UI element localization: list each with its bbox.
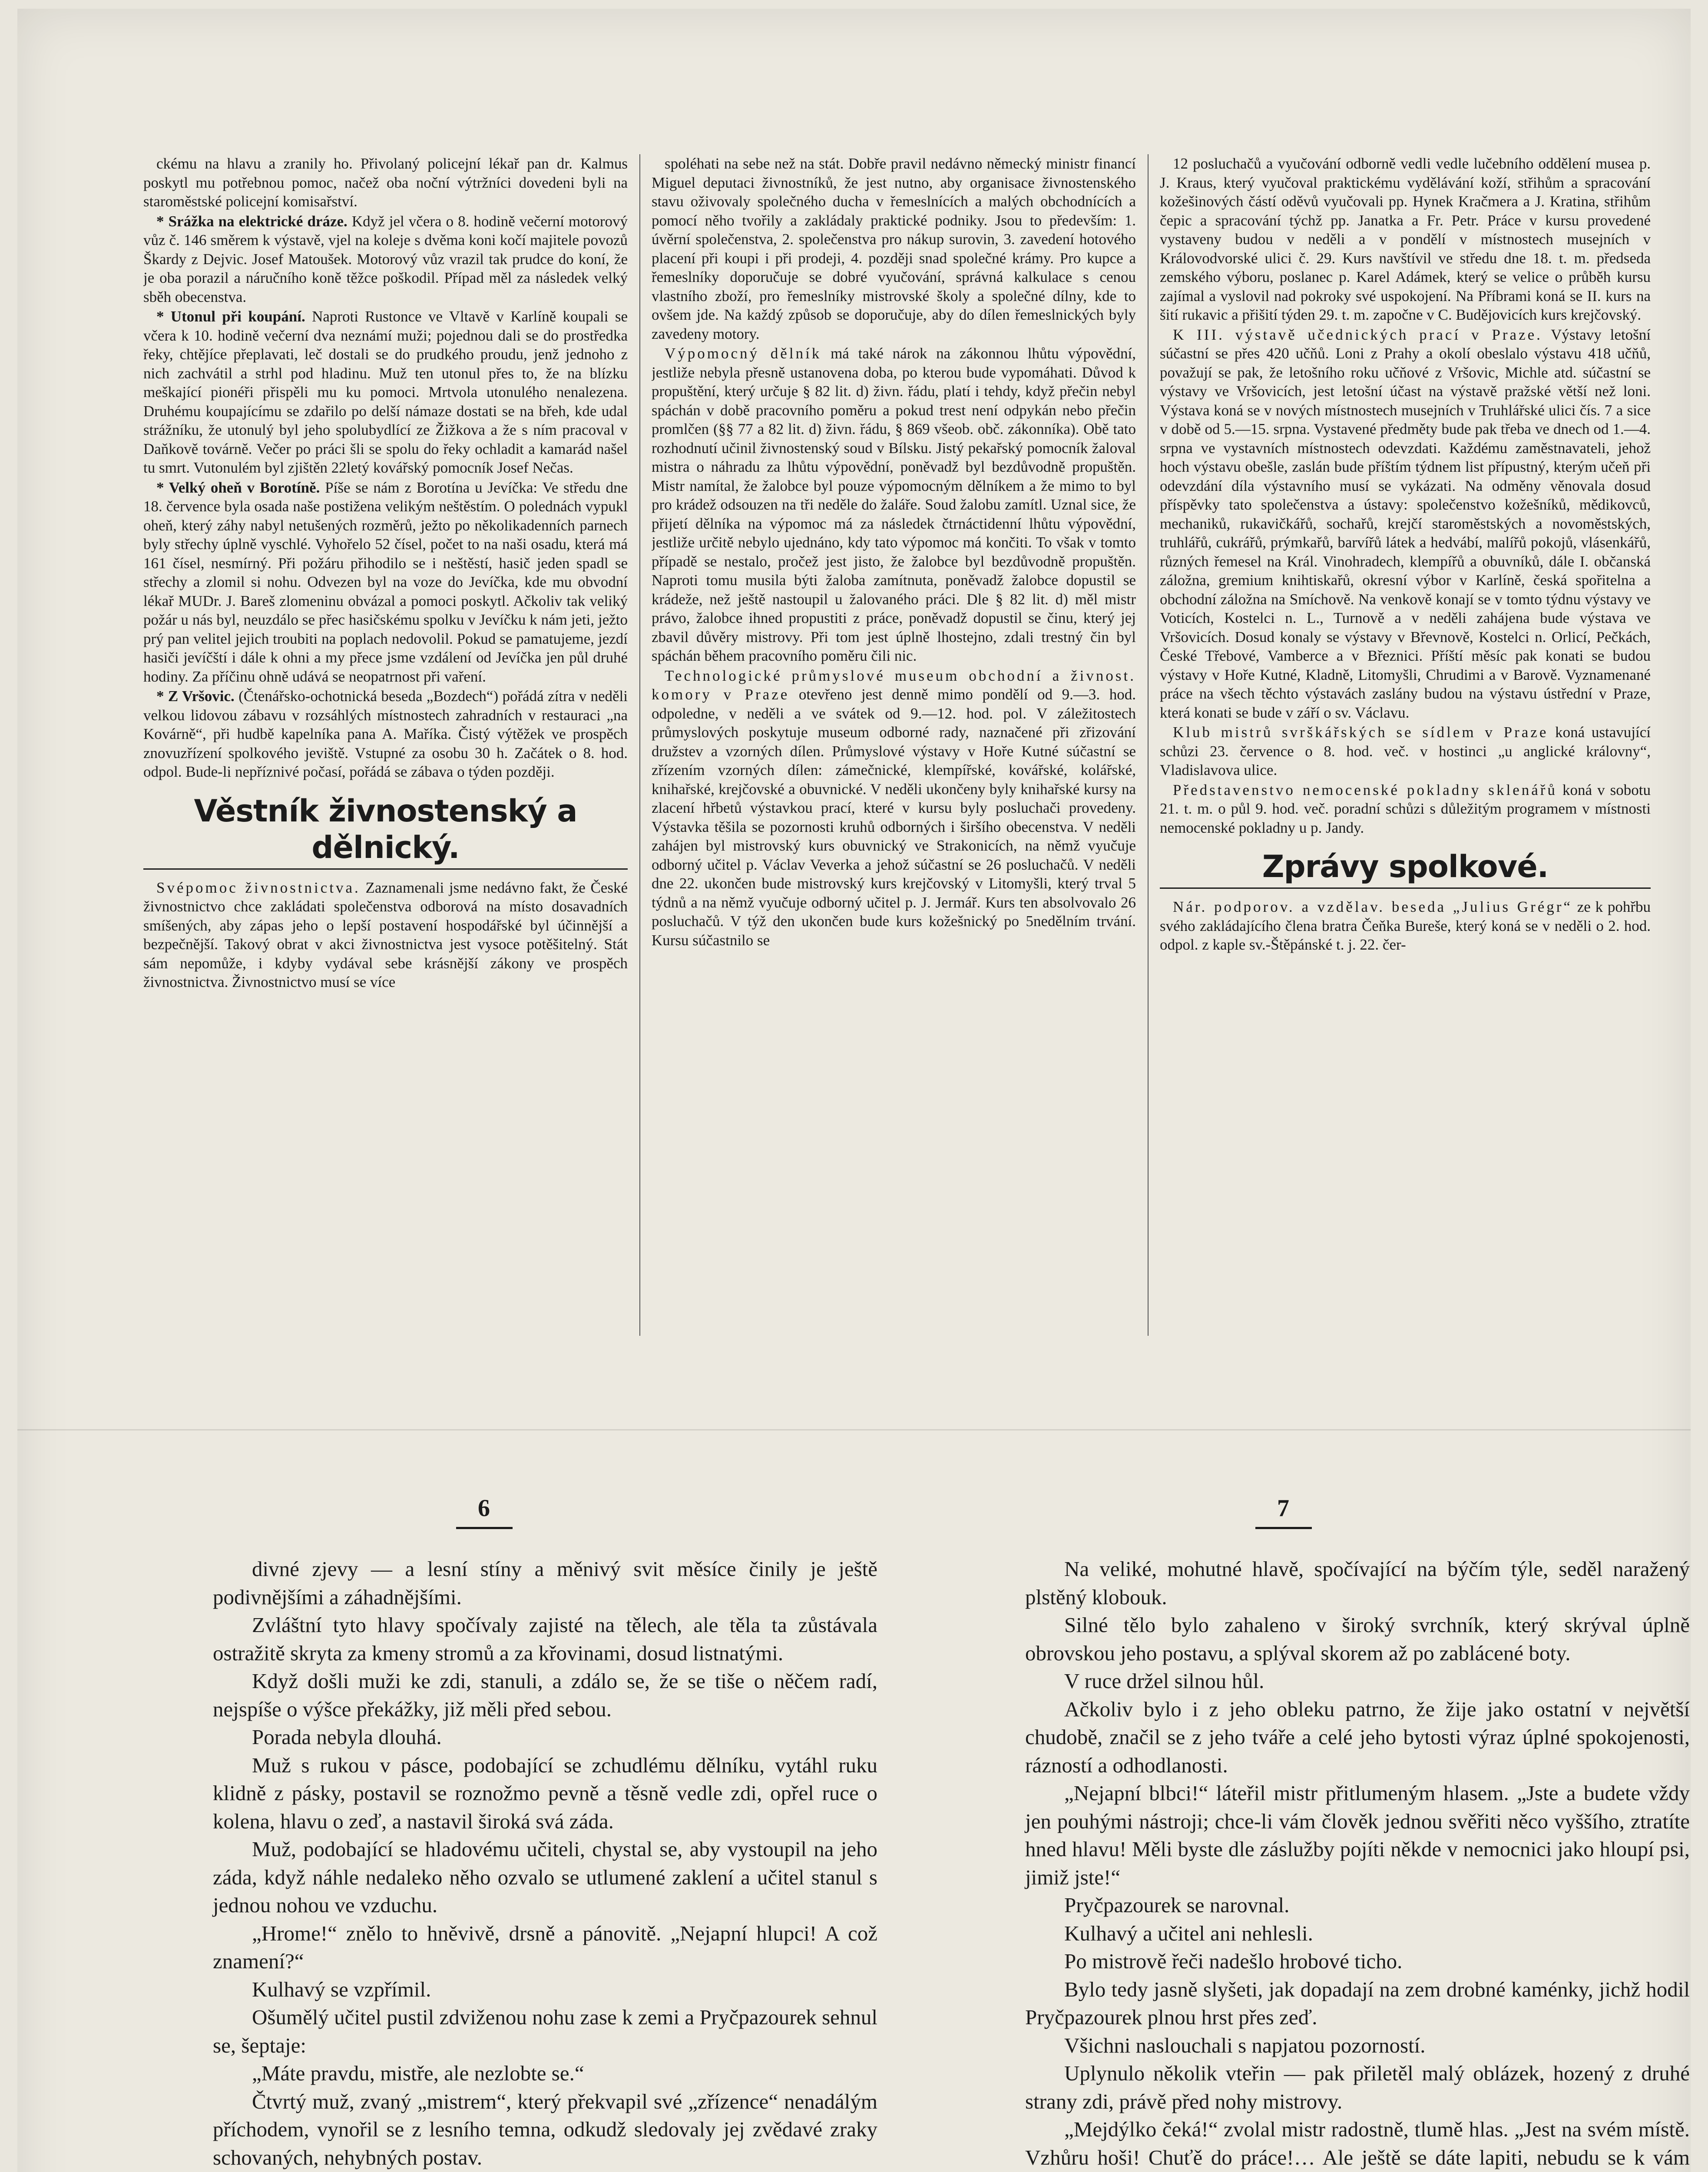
- news-paragraph: [143, 307, 628, 477]
- news-column-2: [652, 154, 1136, 1336]
- novel-paragraph: Když došli muži ke zdi, stanuli, a zdálo se, že se tiše o něčem radí, nejspíše o výšce překážky, již měli před sebou.: [213, 1669, 877, 1721]
- news-item-heading: Klub mistrů svrškářských se sídlem v Praze: [1173, 724, 1549, 741]
- news-column-3: [1160, 154, 1651, 1336]
- news-paragraph: [143, 212, 628, 307]
- page-number-rule: [456, 1527, 513, 1529]
- novel-paragraph: „Hrome!“ znělo to hněvivě, drsně a pánovitě. „Nejapní hlupci! A což znamení?“: [213, 1921, 877, 1973]
- news-item-text: koná ustavující schůzi 23. července o 8. hod. več. v hostinci „u anglické královny“, Vladislavova ulice.: [1160, 724, 1651, 778]
- news-item-heading: K III. výstavě učednických prací v Praze.: [1173, 326, 1542, 343]
- page-fold-line: [17, 1429, 1691, 1430]
- novel-paragraph: „Mejdýlko čeká!“ zvolal mistr radostně, tlumě hlas. „Jest na svém místě. Vzhůru hoši! Chuťě do práce!… Ale ještě se dáte lapiti, nebudu se k vám: [1025, 2117, 1690, 2169]
- upper-news-page: [143, 154, 1651, 1336]
- page-number-left: 6: [478, 1495, 490, 1522]
- news-item-text: Naproti Rustonce ve Vltavě v Karlíně koupali se včera k 10. hodině večerní dva neznámí muži; pojednou dali se do prostředka řeky, chtějíce přeplavati, leč dostali se do prudkého proudu, jenž jednoho z nich zachvátil a strhl pod hladinu. Muž ten utonul přes to, že na blízku meškající pionéři přispěli mu ku pomoci. Mrtvola utonulého nenalezena. Druhému koupajícímu se zdařilo po delší námaze dostati se na břeh, kde udal strážníku, že utonulý byl jeho spolubydlící ze Žižkova a že s ním pracoval v Daňkově továrně. Večer po práci šli se spolu do řeky ochladit a kamarád našel tu smrt. Vutonulém byl zjištěn 22letý kovářský pomocník Josef Nečas.: [143, 308, 628, 476]
- novel-paragraph: Uplynulo několik vteřin — pak přiletěl malý oblázek, hozený z druhé strany zdi, právě před nohy mistrovy.: [1025, 2061, 1690, 2113]
- newspaper-sheet: [17, 9, 1691, 2172]
- news-paragraph: [652, 154, 1136, 343]
- news-paragraph: [652, 344, 1136, 666]
- news-item-heading: Technologické průmyslové museum obchodní a živnost. komory v Praze: [652, 667, 1136, 703]
- news-item-text: spoléhati na sebe než na stát. Dobře pravil nedávno německý ministr financí Miguel deputaci živnostníků, že jest nutno, aby organisace živnostenského stavu oživovaly společného ducha v řemeslnících a malých obchodnících a pomocí něho tvořily a zakládaly praktické podniky. Jsou to především: 1. úvěrní společenstva, 2. společenstva pro nákup surovin, 3. zavedení hotového placení při koupi i při prodeji, 4. později snad společné krámy. Pro kupce a řemeslníky doporučuje se dobré vyučování, správná kalkulace s cenou vlastního zboží, pro řemeslníky mistrovské školy a společné dílny, kde to ovšem jde. Na každý způsob se doporučuje, aby do dílen řemeslnických byly zavedeny motory.: [652, 155, 1136, 342]
- news-item-text: ckému na hlavu a zranily ho. Přivolaný policejní lékař pan dr. Kalmus poskytl mu potřebnou pomoc, načež oba noční výtržníci dovedeni byli na staroměstské policejní komisařství.: [143, 155, 628, 210]
- news-paragraph: [143, 154, 628, 211]
- news-item-heading: * Velký oheň v Borotíně.: [156, 479, 320, 496]
- news-item-text: otevřeno jest denně mimo pondělí od 9.—3. hod. odpoledne, v neděli a ve svátek od 9.—12. hod. pol. V záležitostech průmyslových poskytuje museum odborné rady, naznačené při zřizování družstev a vzorných dílen. Průmyslové výstavy v Hoře Kutné súčastní se zřízením vzorných dílen: zámečnické, klempířské, kovářské, kolářské, knihařské, krejčovské a obuvnické. V neděli ukončeny byly knihařské kursy na zlacení hřbetů výstavkou prací, které v kursu byly posluchači provedeny. Výstavka těšila se pozornosti kruhů odborných i širšího obecenstva. V neděli zahájen byl mistrovský kurs obuvnický ve Strakonicích, na němž vyučuje odborný učitel p. Václav Veverka a jehož súčastní se 26 posluchačů. V neděli dne 22. ukončen bude mistrovský kurs krejčovský v Litomyšli, který trval 5 týdnů a na němž vyučuje odborný učitel p. J. Jermář. Kurs ten absolvovalo 26 posluchačů. V týž den ukončen bude kurs kožešnický po 5nedělním trvání. Kursu súčastnilo se: [652, 686, 1136, 949]
- news-item-heading: Představenstvo nemocenské pokladny sklenářů: [1173, 781, 1557, 798]
- novel-paragraph: Kulhavý se vzpřímil.: [252, 1977, 431, 2001]
- section-heading: Zprávy spolkové.: [1160, 848, 1651, 889]
- column-divider: [1148, 154, 1149, 1336]
- news-item-text: má také nárok na zákonnou lhůtu výpovědní, jestliže nebyla přesně ustanovena doba, po kterou bude vypomáhati. Důvod k propuštění, který určuje § 82 lit. d) živn. řádu, platí i tehdy, když přečin nebyl spáchán v době pracovního poměru a pokud trest není odpykán nebo přečin promlčen (§§ 77 a 82 lit. d) živn. řádu, § 869 všeob. obč. zákonníka). Obě tato rozhodnutí učinil živnostenský soud v Bílsku. Jistý pekařský pomocník žaloval mistra o náhradu za lhůtu výpovědní, poněvadž byl bezdůvodně propuštěn. Mistr namítal, že žalobce byl pouze výpomocným dělníkem a že mimo to byl pro krádež odsouzen na tři neděle do žaláře. Soud žalobu zamítl. Uznal sice, že přijetí dělníka na výpomoc má za následek čtrnáctidenní lhůtu výpovědní, jestliže určitě nebylo ujednáno, kdy tato výpomoc má končiti. To však v tomto případě se nestalo, pročež jest jisto, že žalobce byl bezdůvodně propuštěn. Naproti tomu musila býti žaloba zamítnuta, poněvadž žalobce dopustil se krádeže, než ještě nastoupil u žalovaného práci. Dle § 82 lit. d) měl mistr právo, žalobce ihned propustiti z práce, poněvadž dopustil se činu, který jej zbavil důvěry mistrovy. Při tom jest úplně lhostejno, zdali trestný čin byl spáchán během pracovního poměru čili nic.: [652, 345, 1136, 664]
- news-item-heading: Nár. podporov. a vzdělav. beseda „Julius Grégr“: [1173, 898, 1572, 915]
- news-item-text: Výstavy letošní súčastní se přes 420 učňů. Loni z Prahy a okolí obeslalo výstavu 418 učňů, považují se pak, že letošního roku učňové z Vršovic, Michle atd. súčastní se výstavy ve Vršovicích, jest letošní účast na výstavě pražské větší než loni. Výstava koná se v nových místnostech musejních v Truhlářské ulici čís. 7 a sice v době od 5.—15. srpna. Vystavené předměty bude pak třeba ve dnech od 1.—4. srpna ve vystavních místnostech odevzdati. Každému zaměstnavateli, jehož hoch výstavu obešle, zaslán bude příštím týdnem list přípustný, kterým učeň při odevzdání díla výstavního musí se vykázati. Na odměny věnovala dosud příspěvky tato společenstva a ústavy: společenstvo kožešníků, mědikovců, mechaniků, rukavičkářů, sochařů, krejčí staroměstských a novoměstských, truhlářů, cukrářů, prýmkařů, barvířů látek a hedvábí, malířů pokojů, vlásenkářů, různých řemesel na Král. Vinohradech, klempířů a obuvníků, dále I. občanská záložna, gremium knihtiskařů, okresní výbor v Karlíně, česká spořitelna a obchodní záložna na Smíchově. Na venkově konají se v tomto týdnu výstavy ve Voticích, Kostelci n. L., Turnově a v neděli zahájena bude výstava ve Vršovicích. Dosud konaly se výstavy v Břevnově, Kostelci n. Orlicí, Pečkách, České Třebové, Vamberce a v Březnici. Příští měsíc pak konati se budou výstavy v Hoře Kutné, Kladně, Litomyšli, Chrudimi a v Barově. Vyznamenané práce na všech těchto výstavách zaslány budou na výstavu ústřední v Praze, která konati se bude v září o sv. Václavu.: [1160, 326, 1651, 721]
- novel-paragraph: Muž s rukou v pásce, podobající se zchudlému dělníku, vytáhl ruku klidně z pásky, postavil se roznožmo pevně a těsně vedle zdi, opřel ruce o kolena, hlavu o zeď, a nastavil široká svá záda.: [213, 1753, 877, 1833]
- news-paragraph: [143, 687, 628, 781]
- novel-paragraph: Bylo tedy jasně slyšeti, jak dopadají na zem drobné kaménky, jichž hodil Pryčpazourek plnou hrst přes zeď.: [1025, 1977, 1690, 2029]
- column-divider: [639, 154, 640, 1336]
- novel-paragraph: Na veliké, mohutné hlavě, spočívající na býčím týle, seděl naražený plstěný klobouk.: [1025, 1557, 1690, 1609]
- novel-paragraph: Muž, podobající se hladovému učiteli, chystal se, aby vystoupil na jeho záda, když náhle nedaleko něho ozvalo se utlumené zaklení a učitel stanul s jednou nohou ve vzduchu.: [213, 1837, 877, 1917]
- novel-paragraph: „Nejapní blbci!“ láteřil mistr přitlumeným hlasem. „Jste a budete vždy jen pouhými nástroji; chce-li vám člověk jednou svěřiti něco vyššího, ztratíte hned hlavu! Měli byste dle záslužby pojíti někde v nemocnici jako hloupí psi, jimiž jste!“: [1025, 1781, 1690, 1889]
- news-paragraph: [1160, 723, 1651, 780]
- news-item-heading: Výpomocný dělník: [665, 345, 822, 362]
- news-paragraph: [143, 878, 628, 992]
- news-item-text: koná v sobotu 21. t. m. o půl 9. hod. več. poradní schůzi s důležitým programem v místnosti nemocenské pokladny u p. Jandy.: [1160, 781, 1651, 836]
- novel-paragraph: Po mistrově řeči nadešlo hrobové ticho.: [1064, 1949, 1403, 1973]
- news-paragraph: [1160, 897, 1651, 954]
- news-item-heading: Svépomoc živnostnictva.: [156, 879, 361, 896]
- news-item-heading: * Utonul při koupání.: [156, 308, 305, 325]
- news-column-1: [143, 154, 628, 1336]
- news-item-text: Když jel včera o 8. hodině večerní motorový vůz č. 146 směrem k výstavě, vjel na koleje s dvěma koni kočí majitele povozů Škardy z Dejvic. Josef Matoušek. Motorový vůz vrazil tak prudce do koní, že je oba porazil a náručního koně těžce poškodil. Případ měl za následek velký sběh obecenstva.: [143, 212, 628, 305]
- news-paragraph: [143, 478, 628, 686]
- news-paragraph: [1160, 781, 1651, 838]
- news-item-heading: * Srážka na elektrické dráze.: [156, 212, 348, 230]
- section-heading: Věstník živnostenský a dělnický.: [143, 793, 628, 870]
- novel-paragraph: „Máte pravdu, mistře, ale nezlobte se.“: [252, 2061, 584, 2085]
- news-item-text: 12 posluchačů a vyučování odborně vedli vedle lučebního oddělení musea p. J. Kraus, který vyučoval praktickému vydělávání koží, střihům a spracování kožešinových částí oděvů vyučovali pp. Hynek Kračmera a J. Kratina, střihům čepic a spracování týchž pp. Janatka a Fr. Petr. Práce v kursu provedené vystaveny budou v neděli a v pondělí v místnostech musejních v Královodvorské ulici č. 29. Kurs navštívil ve středu dne 18. t. m. předseda zemského výboru, poslanec p. Karel Adámek, který se velice o průběh kursu zajímal a vyslovil nad pokroky své uspokojení. Na Příbrami koná se II. kurs na šití rukavic a přišití týden 29. t. m. započne v C. Budějovicích kurs krejčovský.: [1160, 155, 1651, 323]
- news-paragraph: [1160, 325, 1651, 722]
- page-number-rule: [1255, 1527, 1312, 1529]
- novel-page-left: [213, 1555, 877, 2172]
- novel-paragraph: Ačkoliv bylo i z jeho obleku patrno, že žije jako ostatní v největší chudobě, značil se z jeho tváře a celé jeho bytosti výraz úplné spokojenosti, rázností a odhodlanosti.: [1025, 1697, 1690, 1777]
- page-number-right: 7: [1277, 1495, 1289, 1522]
- news-item-text: Píše se nám z Borotína u Jevíčka: Ve středu dne 18. července byla osada naše postižena velikým neštěstím. O polednách vypukl oheň, který záhy nabyl netušených rozměrů, ježto po několikadenních parnech byly střechy úplně vyschlé. Vyhořelo 52 čísel, počet to na naši osadu, která má 161 čísel, nesmírný. Při požáru přihodilo se i neštěstí, hasič jeden spadl se střechy a zlomil si nohu. Odvezen byl na voze do Jevíčka, kde mu obvodní lékař MUDr. J. Bareš zlomeninu obvázal a pomoci poskytl. Ačkoliv tak veliký požár u nás byl, neuzdálo se přec hasičskému spolku v Jevíčku k nám jeti, ježto prý pan velitel jejich troubiti na poplach nedovolil. Pokud se pamatujeme, jezdí hasiči jevíčští i dále k ohni a my přece jsme vzdálení od Jevíčka jen půl druhé hodiny. Za příčinu ohně udává se neopatrnost při vaření.: [143, 479, 628, 685]
- novel-paragraph: Silné tělo bylo zahaleno v široký svrchník, který skrýval úplně obrovskou jeho postavu, a splýval skorem až po zablácené boty.: [1025, 1613, 1690, 1665]
- novel-paragraph: Pryčpazourek se narovnal.: [1064, 1893, 1290, 1917]
- novel-paragraph: Porada nebyla dlouhá.: [252, 1725, 442, 1749]
- news-paragraph: [652, 666, 1136, 950]
- news-item-text: Zaznamenali jsme nedávno fakt, že České živnostnictvo chce zakládati společenstva odborová na místo dosavadních smíšených, aby zápas jeho o lepší postavení hospodářské byl účinnější a bezpečnější. Takový obrat v akci živnostnictva jest vysoce potěšitelný. Stát sám nepomůže, i kdyby vydával sebe krásnější zákony ve prospěch živnostnictva. Živnostnictvo musí se více: [143, 879, 628, 990]
- novel-page-right: [1025, 1555, 1690, 2172]
- novel-paragraph: Ošumělý učitel pustil zdviženou nohu zase k zemi a Pryčpazourek sehnul se, šeptaje:: [213, 2005, 877, 2057]
- novel-paragraph: Všichni naslouchali s napjatou pozorností.: [1064, 2033, 1426, 2057]
- novel-paragraph: Kulhavý a učitel ani nehlesli.: [1064, 1921, 1313, 1945]
- novel-paragraph: V ruce držel silnou hůl.: [1064, 1669, 1264, 1693]
- news-paragraph: [1160, 154, 1651, 324]
- novel-paragraph: Čtvrtý muž, zvaný „mistrem“, který překvapil své „zřízence“ nenadálým příchodem, vynořil se z lesního temna, odkudž sledovaly jej zvědavé zraky schovaných, nehybných postav.: [213, 2089, 877, 2169]
- news-item-text: ze k pohřbu svého zakládajícího člena bratra Čeňka Bureše, který koná se v neděli o 2. hod. odpol. z kaple sv.-Štěpánské t. j. 22. čer-: [1160, 898, 1651, 953]
- news-item-text: (Čtenářsko-ochotnická beseda „Bozdech“) pořádá zítra v neděli velkou lidovou zábavu v rozsáhlých místnostech zahradních v restauraci „na Kovárně“, při hudbě kapelníka pana A. Maříka. Čistý výtěžek ve prospěch znovuzřízení spolkového jeviště. Vstupné za osobu 30 h. Začátek o 8. hod. odpol. Bude-li nepříznivé počasí, pořádá se zábava o týden později.: [143, 688, 628, 780]
- news-item-heading: * Z Vršovic.: [156, 688, 235, 705]
- novel-paragraph: divné zjevy — a lesní stíny a měnivý svit měsíce činily je ještě podivnějšími a záhadnějšími.: [213, 1557, 877, 1609]
- novel-paragraph: Zvláštní tyto hlavy spočívaly zajisté na tělech, ale těla ta zůstávala ostražitě skryta za kmeny stromů a za křovinami, dosud listnatými.: [213, 1613, 877, 1665]
